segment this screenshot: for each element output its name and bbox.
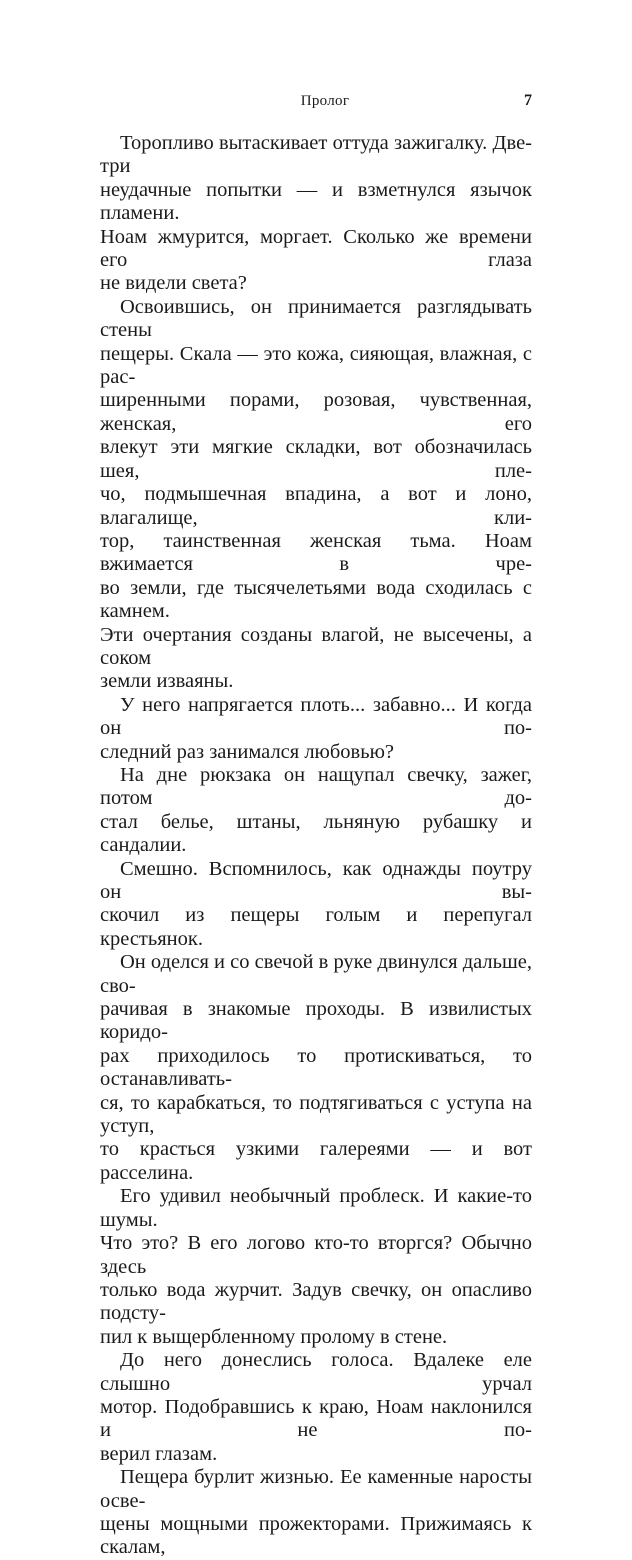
page-number: 7	[524, 92, 532, 109]
text-line: следний раз занимался любовью?	[100, 740, 394, 763]
text-line: ся, то карабкаться, то подтягиваться с уступа на уступ,	[100, 1091, 532, 1138]
text-line: Он оделся и со свечой в руке двинулся дальше, сво-	[100, 951, 532, 997]
paragraph	[100, 951, 532, 1185]
text-line: мотор. Подобравшись к краю, Ноам наклонился и не по-	[100, 1395, 532, 1442]
text-line: стал белье, штаны, льняную рубашку и сандалии.	[100, 810, 532, 857]
text-line: Эти очертания созданы влагой, не высечены, а соком	[100, 623, 532, 669]
text-line: На дне рюкзака он нащупал свечку, зажег, потом до-	[100, 763, 532, 810]
paragraph	[100, 764, 532, 858]
text-line: Пещера бурлит жизнью. Ее каменные наросты освe-	[100, 1466, 532, 1512]
text-line: Смешно. Вспомнилось, как однажды поутру он вы-	[100, 857, 532, 903]
text-line: во земли, где тысячелетьями вода сходилась с камнем.	[100, 576, 532, 623]
text-line: Его удивил необычный проблеск. И какие-то шумы.	[100, 1185, 532, 1231]
text-line: земли изваяны.	[100, 670, 234, 693]
paragraph	[100, 296, 532, 694]
text-line: До него донеслись голоса. Вдалеке еле слышно урчал	[100, 1349, 532, 1395]
text-line: рах приходилось то протискиваться, то останавливать-	[100, 1044, 532, 1091]
text-line: ширенными порами, розовая, чувственная, женская, его	[100, 389, 532, 435]
paragraph	[100, 132, 532, 296]
running-head	[118, 93, 532, 113]
text-line: Торопливо вытаскивает оттуда зажигалку. Две-три	[100, 132, 532, 178]
text-line: тор, таинственная женская тьма. Ноам вжимается в чре-	[100, 529, 532, 576]
paragraph	[100, 1349, 532, 1466]
text-line: верил глазам.	[100, 1442, 218, 1465]
text-line: неудачные попытки — и взметнулся язычок пламени.	[100, 178, 532, 225]
text-line: не видели света?	[100, 272, 247, 295]
text-line: рачивая в знакомые проходы. В извилистых коридо-	[100, 998, 532, 1044]
text-line: только вода журчит. Задув свечку, он опасливо подсту-	[100, 1278, 532, 1325]
running-title: Пролог	[300, 93, 350, 109]
text-line: Освоившись, он принимается разглядывать стены	[100, 295, 532, 342]
text-line: скочил из пещеры голым и перепугал крестьянок.	[100, 904, 532, 950]
paragraph	[100, 858, 532, 952]
paragraph	[100, 1466, 532, 1560]
text-line: то красться узкими галереями — и вот расселина.	[100, 1138, 532, 1184]
text-line: пил к выщербленному пролому в стене.	[100, 1325, 448, 1348]
text-line: щены мощными прожекторами. Прижимаясь к скалам,	[100, 1512, 532, 1559]
text-line: влекут эти мягкие складки, вот обозначилась шея, пле-	[100, 436, 532, 482]
body-text	[100, 132, 532, 1560]
text-line: пещеры. Скала — это кожа, сияющая, влажная, с рас-	[100, 342, 532, 389]
paragraph	[100, 694, 532, 764]
text-line: Ноам жмурится, моргает. Сколько же времени его глаза	[100, 225, 532, 272]
text-line: чо, подмышечная впадина, а вот и лоно, влагалище, кли-	[100, 483, 532, 529]
text-line: Что это? В его логово кто-то вторгся? Обычно здесь	[100, 1232, 532, 1278]
text-line: У него напрягается плоть... забавно... И когда он по-	[100, 693, 532, 740]
paragraph	[100, 1185, 532, 1349]
